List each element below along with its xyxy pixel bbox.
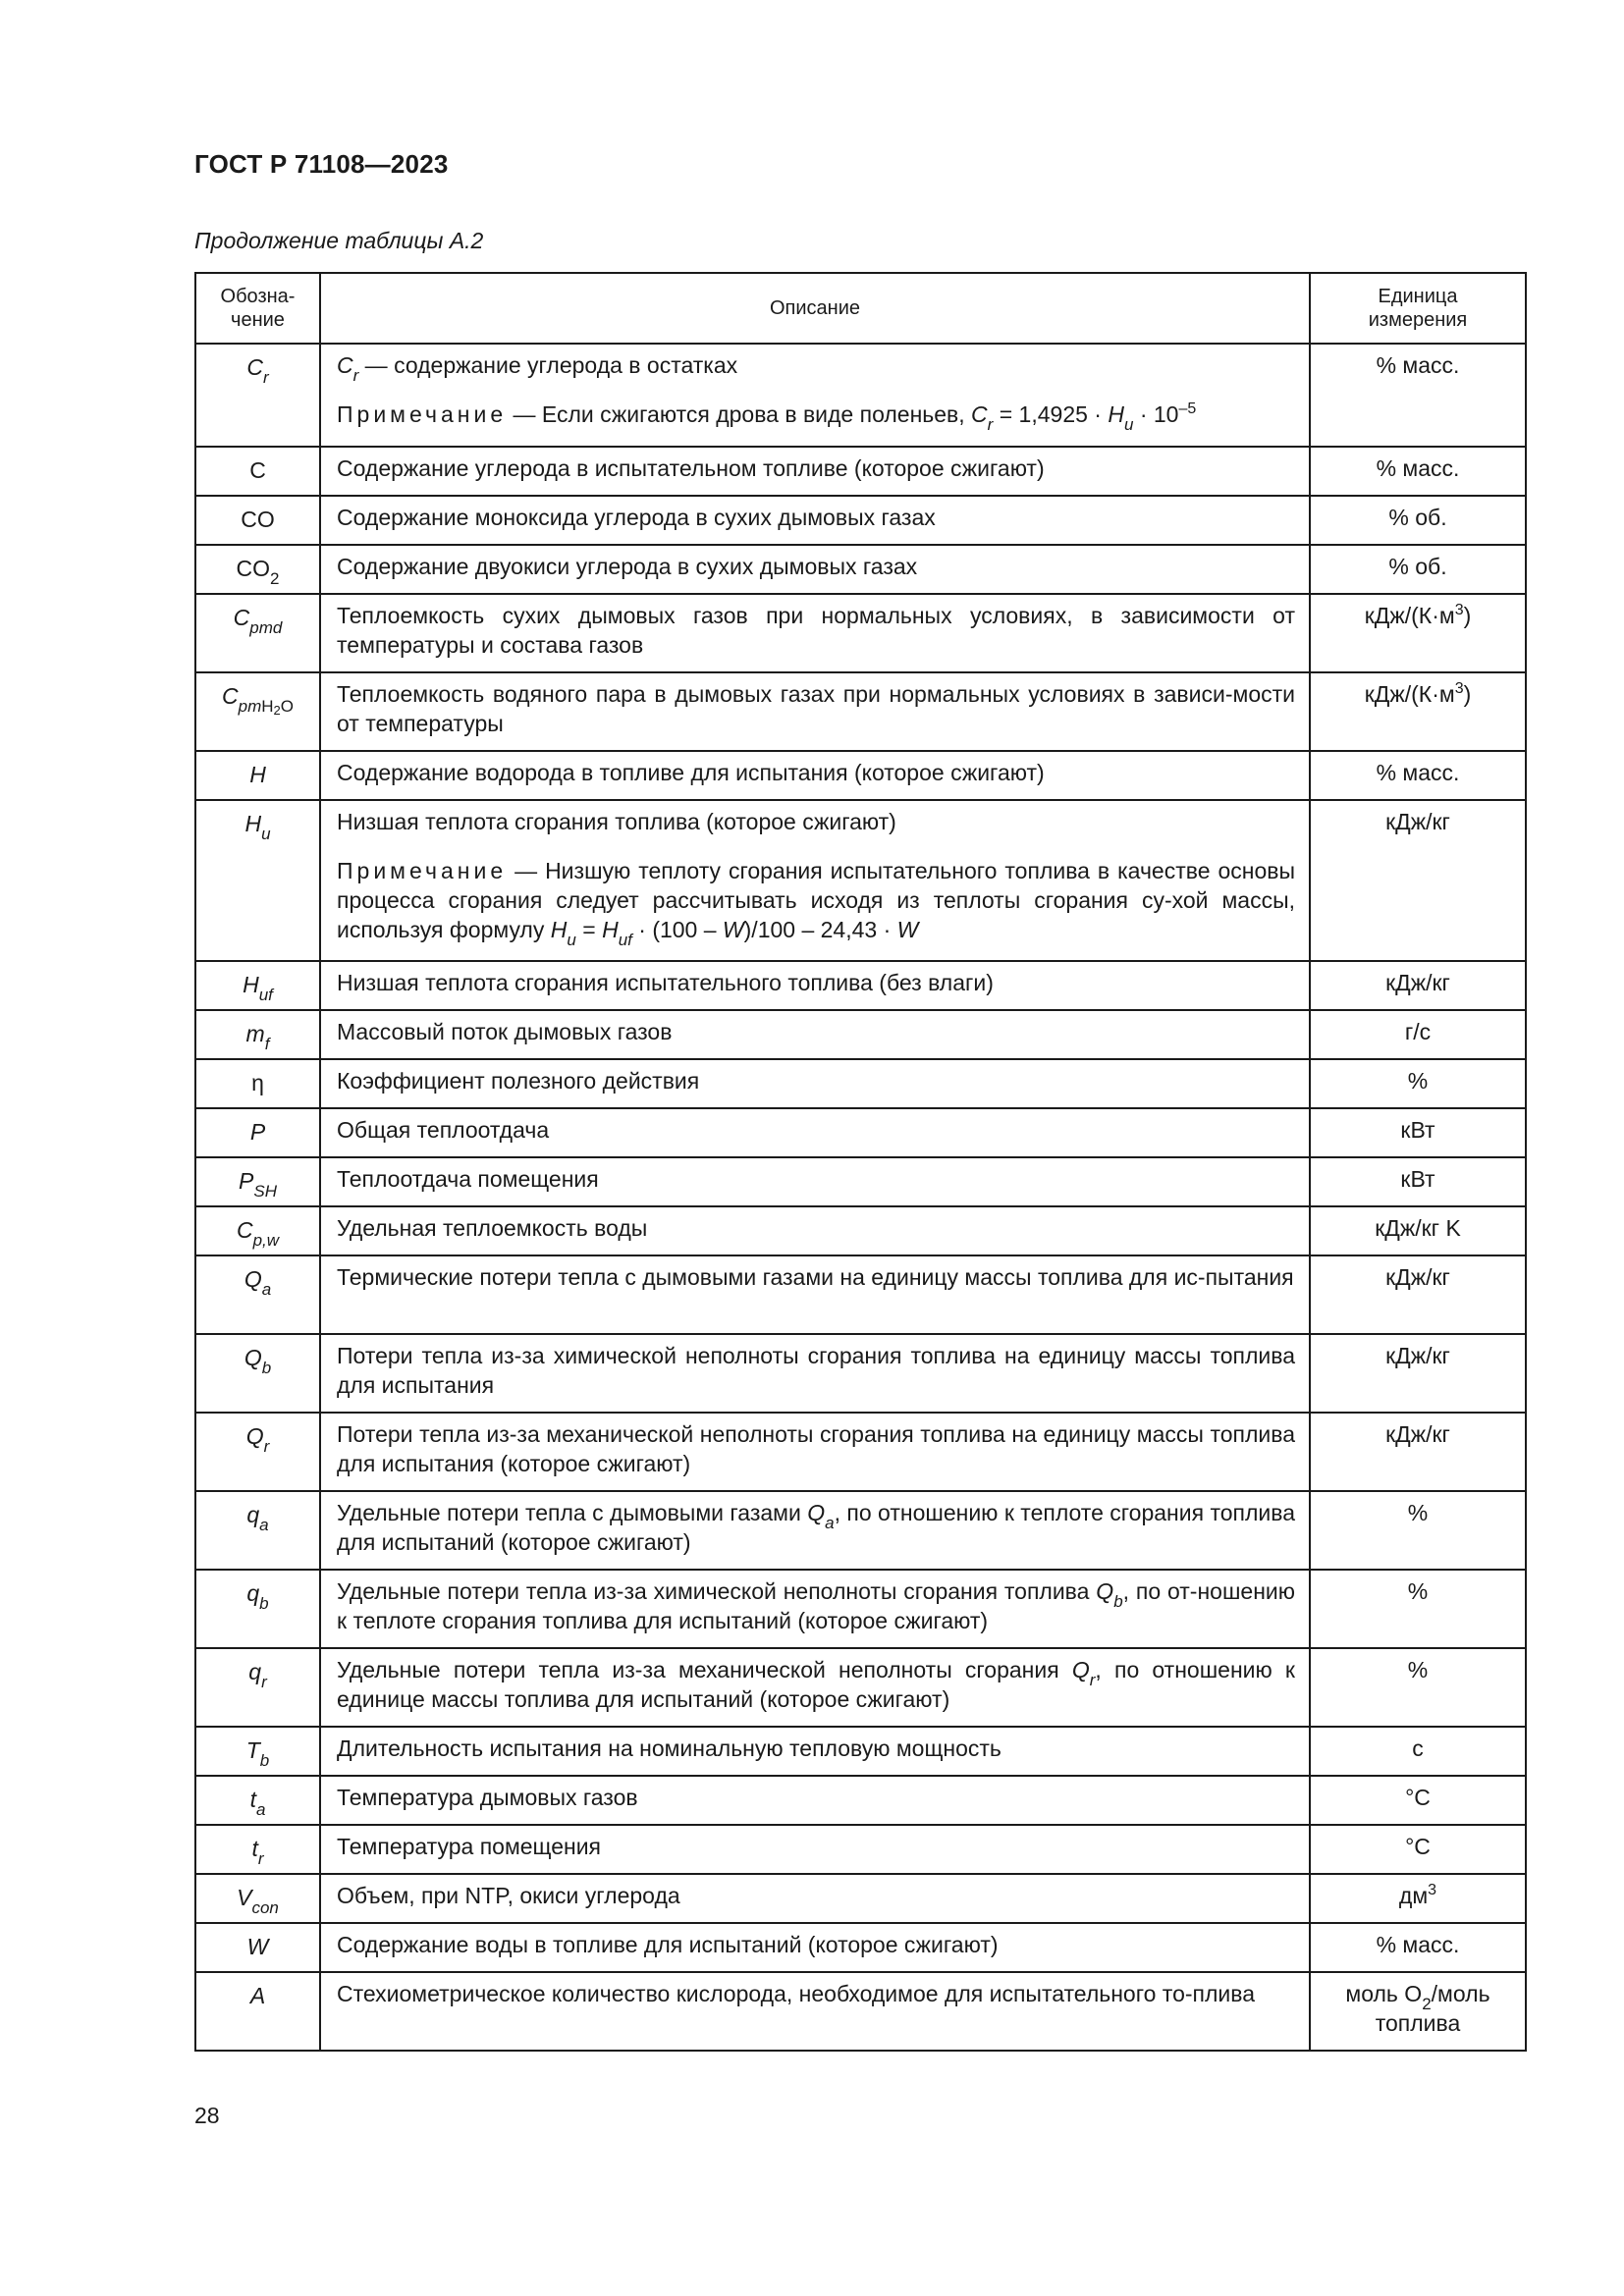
table-row <box>195 1157 1526 1206</box>
row-unit: % об. <box>1310 496 1526 545</box>
row-unit: % <box>1310 1648 1526 1727</box>
row-unit: кДж/$(К\cdot м^3)$ <box>1310 594 1526 672</box>
table-row <box>195 1972 1526 2051</box>
table-row <box>195 1648 1526 1727</box>
row-symbol: A <box>195 1972 320 2051</box>
table-row <box>195 344 1526 447</box>
header-description: Описание <box>320 273 1310 344</box>
row-description: Низшая теплота сгорания топлива (которое сжигают) Примечание — Низшую теплоту сгорания испытательного топлива в качестве основы процесса сгорания следует рассчитывать исходя из теплоты сгорания су-хой массы, используя формулу $H_u = H_{uf} \cdot (100 - W)/100 - 24,43 \cdot W$ <box>320 800 1310 961</box>
table-row <box>195 1825 1526 1874</box>
row-symbol: $T_b$ <box>195 1727 320 1776</box>
row-symbol: $H_u$ <box>195 800 320 961</box>
row-unit: кДж/$(К\cdot м^3)$ <box>1310 672 1526 751</box>
row-symbol: $Q_r$ <box>195 1413 320 1491</box>
table-row <box>195 1010 1526 1059</box>
row-description: Низшая теплота сгорания испытательного топлива (без влаги) <box>320 961 1310 1010</box>
row-symbol: η <box>195 1059 320 1108</box>
row-description: Удельные потери тепла из-за механической неполноты сгорания $Q_r$, по отношению к единице массы топлива для испытаний (которое сжигают) <box>320 1648 1310 1727</box>
row-symbol: $C_{p,w}$ <box>195 1206 320 1255</box>
row-unit: кДж/кг <box>1310 1334 1526 1413</box>
symbols-table <box>194 272 1527 2052</box>
row-symbol: $q_b$ <box>195 1570 320 1648</box>
table-row <box>195 751 1526 800</box>
row-description: Коэффициент полезного действия <box>320 1059 1310 1108</box>
row-symbol: $C_r$ <box>195 344 320 447</box>
row-description: $C_r$ — содержание углерода в остатках Примечание — Если сжигаются дрова в виде поленьев, $C_r = 1,4925 \cdot H_u \cdot 10^{-5}$ <box>320 344 1310 447</box>
row-description: Содержание моноксида углерода в сухих дымовых газах <box>320 496 1310 545</box>
header-symbol: Обозна-чение <box>195 273 320 344</box>
row-symbol: $C_{pmH2O}$ <box>195 672 320 751</box>
table-row <box>195 594 1526 672</box>
row-description: Теплоотдача помещения <box>320 1157 1310 1206</box>
table-row <box>195 1727 1526 1776</box>
row-note: Примечание — Низшую теплоту сгорания испытательного топлива в качестве основы процесса сгорания следует рассчитывать исходя из теплоты сгорания су-хой массы, используя формулу $H_u = H_{uf} \cdot (100 - W)/100 - 24,43 \cdot W$ <box>337 858 1295 949</box>
row-description: Общая теплоотдача <box>320 1108 1310 1157</box>
row-unit: г/с <box>1310 1010 1526 1059</box>
page-number: 28 <box>194 2103 220 2128</box>
row-description: Теплоемкость водяного пара в дымовых газах при нормальных условиях в зависи-мости от температуры <box>320 672 1310 751</box>
row-description: Длительность испытания на номинальную тепловую мощность <box>320 1727 1310 1776</box>
row-description: Удельные потери тепла из-за химической неполноты сгорания топлива $Q_b$, по от-ношению к теплоте сгорания топлива для испытаний (которое сжигают) <box>320 1570 1310 1648</box>
row-symbol: H <box>195 751 320 800</box>
header-unit: Единица измерения <box>1310 273 1526 344</box>
row-unit: $дм^3$ <box>1310 1874 1526 1923</box>
row-unit: кДж/кг K <box>1310 1206 1526 1255</box>
row-unit: кВт <box>1310 1157 1526 1206</box>
row-symbol: $V_{con}$ <box>195 1874 320 1923</box>
table-caption: Продолжение таблицы А.2 <box>194 228 484 253</box>
row-note: Примечание — Если сжигаются дрова в виде поленьев, $C_r = 1,4925 \cdot H_u \cdot 10^{-5}$ <box>337 400 1197 434</box>
table-row <box>195 800 1526 961</box>
row-symbol: $q_r$ <box>195 1648 320 1727</box>
row-symbol: $t_a$ <box>195 1776 320 1825</box>
row-unit: °С <box>1310 1776 1526 1825</box>
table-row <box>195 1570 1526 1648</box>
row-symbol: C <box>195 447 320 496</box>
row-symbol: CO <box>195 496 320 545</box>
row-symbol: $t_r$ <box>195 1825 320 1874</box>
row-symbol: $CO_2$ <box>195 545 320 594</box>
row-description: Содержание углерода в испытательном топливе (которое сжигают) <box>320 447 1310 496</box>
table-row <box>195 1108 1526 1157</box>
table-row <box>195 1206 1526 1255</box>
table-row <box>195 1874 1526 1923</box>
row-unit: с <box>1310 1727 1526 1776</box>
row-unit: кДж/кг <box>1310 800 1526 961</box>
row-unit: % <box>1310 1570 1526 1648</box>
row-symbol: $Q_a$ <box>195 1255 320 1334</box>
row-unit: кДж/кг <box>1310 1255 1526 1334</box>
table-row <box>195 545 1526 594</box>
row-description: Температура дымовых газов <box>320 1776 1310 1825</box>
row-symbol: $Q_b$ <box>195 1334 320 1413</box>
row-symbol: $P_{SH}$ <box>195 1157 320 1206</box>
row-description: Содержание воды в топливе для испытаний (которое сжигают) <box>320 1923 1310 1972</box>
table-row <box>195 1776 1526 1825</box>
table-row <box>195 961 1526 1010</box>
table-row <box>195 1491 1526 1570</box>
row-description: Потери тепла из-за химической неполноты сгорания топлива на единицу массы топлива для испытания <box>320 1334 1310 1413</box>
table-header-row <box>195 273 1526 344</box>
row-symbol: $q_a$ <box>195 1491 320 1570</box>
row-description: Термические потери тепла с дымовыми газами на единицу массы топлива для ис-пытания <box>320 1255 1310 1334</box>
table-row <box>195 496 1526 545</box>
row-unit: °С <box>1310 1825 1526 1874</box>
table-row <box>195 1334 1526 1413</box>
row-unit: кВт <box>1310 1108 1526 1157</box>
table-row <box>195 672 1526 751</box>
row-description: Температура помещения <box>320 1825 1310 1874</box>
row-unit: % масс. <box>1310 344 1526 447</box>
table-row <box>195 1413 1526 1491</box>
row-description: Содержание двуокиси углерода в сухих дымовых газах <box>320 545 1310 594</box>
row-description: Стехиометрическое количество кислорода, необходимое для испытательного то-плива <box>320 1972 1310 2051</box>
row-unit: % масс. <box>1310 447 1526 496</box>
row-symbol: $C_{pmd}$ <box>195 594 320 672</box>
row-description: Массовый поток дымовых газов <box>320 1010 1310 1059</box>
row-description: Удельные потери тепла с дымовыми газами $Q_a$, по отношению к теплоте сгорания топлива для испытаний (которое сжигают) <box>320 1491 1310 1570</box>
table-row <box>195 1923 1526 1972</box>
row-symbol: $m_f$ <box>195 1010 320 1059</box>
row-unit: моль $O_2$/моль топлива <box>1310 1972 1526 2051</box>
row-unit: % масс. <box>1310 1923 1526 1972</box>
table-row <box>195 447 1526 496</box>
row-description: Потери тепла из-за механической неполноты сгорания топлива на единицу массы топлива для испытания (которое сжигают) <box>320 1413 1310 1491</box>
row-symbol: $H_{uf}$ <box>195 961 320 1010</box>
row-unit: кДж/кг <box>1310 961 1526 1010</box>
document-code: ГОСТ Р 71108—2023 <box>194 149 449 179</box>
table-row <box>195 1059 1526 1108</box>
row-unit: % масс. <box>1310 751 1526 800</box>
row-description: Теплоемкость сухих дымовых газов при нормальных условиях, в зависимости от температуры и состава газов <box>320 594 1310 672</box>
row-description: Удельная теплоемкость воды <box>320 1206 1310 1255</box>
table-row <box>195 1255 1526 1334</box>
row-unit: кДж/кг <box>1310 1413 1526 1491</box>
row-description: Содержание водорода в топливе для испытания (которое сжигают) <box>320 751 1310 800</box>
row-symbol: W <box>195 1923 320 1972</box>
row-unit: % <box>1310 1491 1526 1570</box>
row-symbol: P <box>195 1108 320 1157</box>
row-description: Объем, при NTP, окиси углерода <box>320 1874 1310 1923</box>
row-unit: % <box>1310 1059 1526 1108</box>
row-unit: % об. <box>1310 545 1526 594</box>
